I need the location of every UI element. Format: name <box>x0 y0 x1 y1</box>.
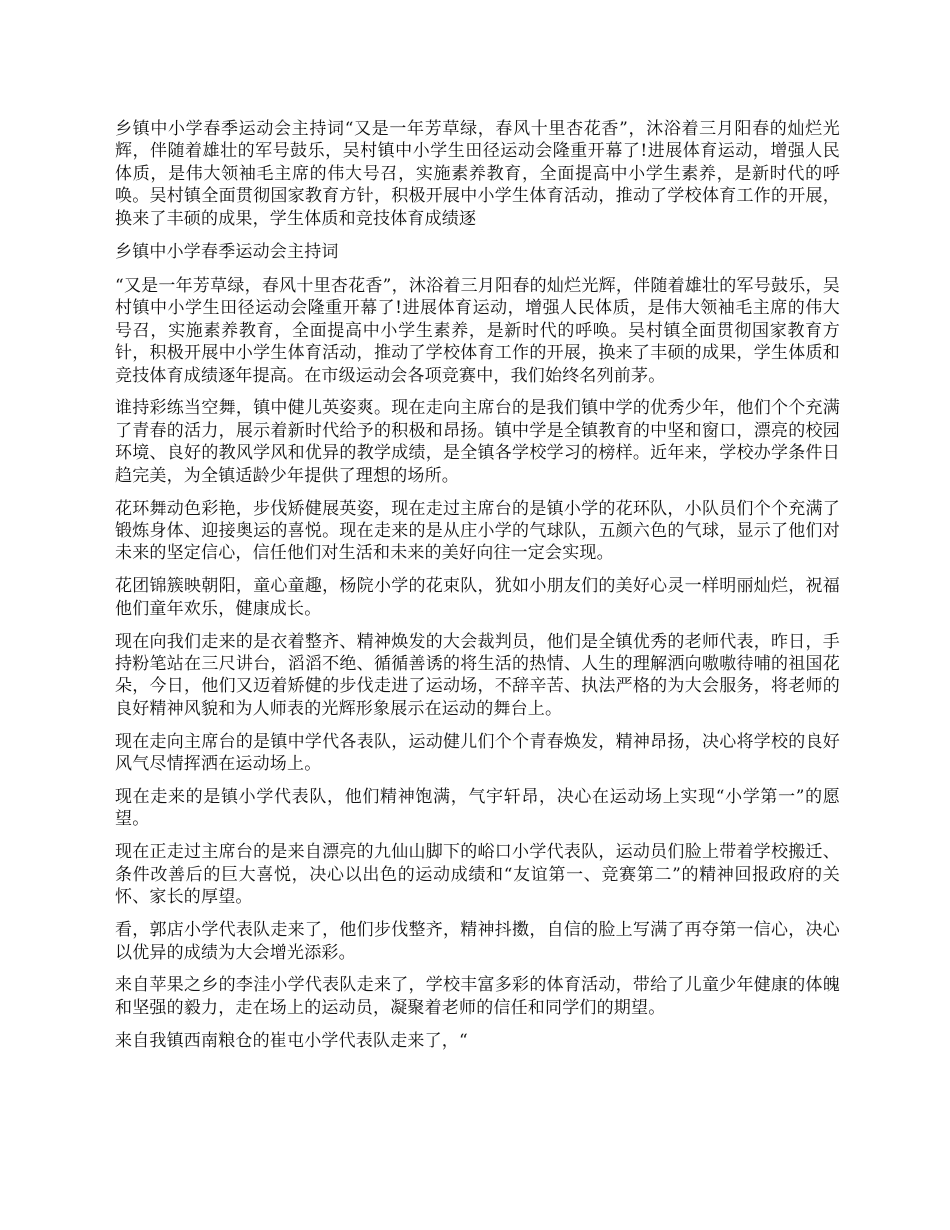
body-paragraph: 花环舞动色彩艳，步伐矫健展英姿，现在走过主席台的是镇小学的花环队，小队员们个个充满了锻炼身体、迎接奥运的喜悦。现在走来的是从庄小学的气球队，五颜六色的气球，显示了他们对未来的坚定信心，信任他们对生活和未来的美好向往一定会实现。 <box>115 498 840 564</box>
body-paragraph: 来自苹果之乡的李洼小学代表队走来了，学校丰富多彩的体育活动，带给了儿童少年健康的体魄和坚强的毅力，走在场上的运动员，凝聚着老师的信任和同学们的期望。 <box>115 975 840 1018</box>
document-page <box>115 118 840 1063</box>
body-paragraph: 现在走向主席台的是镇中学代各表队，运动健儿们个个青春焕发，精神昂扬，决心将学校的良好风气尽情挥洒在运动场上。 <box>115 731 840 775</box>
body-paragraph: 看，郭店小学代表队走来了，他们步伐整齐，精神抖擞，自信的脸上写满了再夺第一信心，决心以优异的成绩为大会增光添彩。 <box>115 920 840 963</box>
body-paragraph: 现在走来的是镇小学代表队，他们精神饱满，气宇轩昂，决心在运动场上实现“小学第一”的愿望。 <box>115 787 840 830</box>
body-paragraph: 花团锦簇映朝阳，童心童趣，杨院小学的花束队，犹如小朋友们的美好心灵一样明丽灿烂，祝福他们童年欢乐，健康成长。 <box>115 576 840 619</box>
body-paragraph: 现在向我们走来的是衣着整齐、精神焕发的大会裁判员，他们是全镇优秀的老师代表，昨日，手持粉笔站在三尺讲台，滔滔不绝、循循善诱的将生活的热情、人生的理解洒向嗷嗷待哺的祖国花朵，今日，他们又迈着矫健的步伐走进了运动场，不辞辛苦、执法严格的为大会服务，将老师的良好精神风貌和为人师表的光辉形象展示在运动的舞台上。 <box>115 631 840 719</box>
body-paragraph: 来自我镇西南粮仓的崔屯小学代表队走来了，“ <box>115 1030 468 1051</box>
body-paragraph: “又是一年芳草绿，春风十里杏花香”，沐浴着三月阳春的灿烂光辉，伴随着雄壮的军号鼓乐，吴村镇中小学生田径运动会隆重开幕了!进展体育运动，增强人民体质，是伟大领袖毛主席的伟大号召，实施素养教育，全面提高中小学生素养，是新时代的呼唤。吴村镇全面贯彻国家教育方针，积极开展中小学生体育活动，推动了学校体育工作的开展，换来了丰硕的成果，学生体质和竞技体育成绩逐年提高。在市级运动会各项竞赛中，我们始终名列前茅。 <box>115 275 840 386</box>
summary-paragraph: 乡镇中小学春季运动会主持词“又是一年芳草绿，春风十里杏花香”，沐浴着三月阳春的灿烂光辉，伴随着雄壮的军号鼓乐，吴村镇中小学生田径运动会隆重开幕了!进展体育运动，增强人民体质，是伟大领袖毛主席的伟大号召，实施素养教育，全面提高中小学生素养，是新时代的呼唤。吴村镇全面贯彻国家教育方针，积极开展中小学生体育活动，推动了学校体育工作的开展，换来了丰硕的成果，学生体质和竞技体育成绩逐 <box>115 119 840 229</box>
document-title: 乡镇中小学春季运动会主持词 <box>115 241 339 262</box>
body-paragraph: 现在正走过主席台的是来自漂亮的九仙山脚下的峪口小学代表队，运动员们脸上带着学校搬迁、条件改善后的巨大喜悦，决心以出色的运动成绩和“友谊第一、竞赛第二”的精神回报政府的关怀、家长的厚望。 <box>115 842 840 908</box>
body-paragraph: 谁持彩练当空舞，镇中健儿英姿爽。现在走向主席台的是我们镇中学的优秀少年，他们个个充满了青春的活力，展示着新时代给予的积极和昂扬。镇中学是全镇教育的中坚和窗口，漂亮的校园环境、良好的教风学风和优异的教学成绩，是全镇各学校学习的榜样。近年来，学校办学条件日趋完美，为全镇适龄少年提供了理想的场所。 <box>115 398 840 486</box>
